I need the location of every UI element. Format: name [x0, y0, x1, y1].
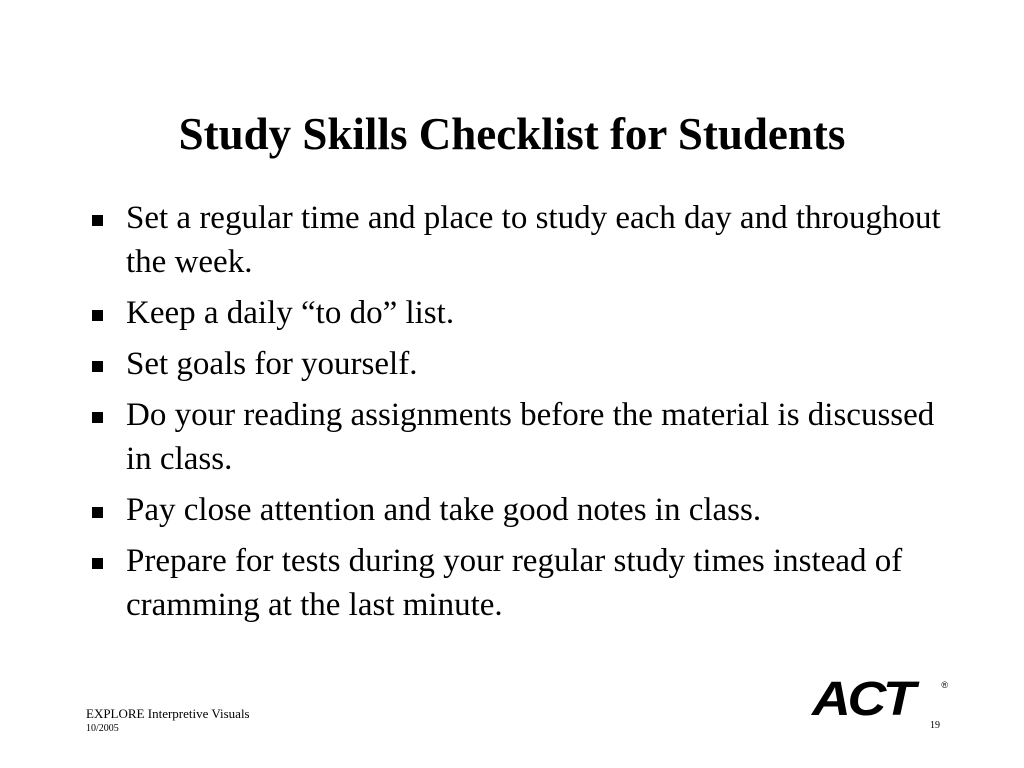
list-item	[88, 539, 948, 627]
registered-mark: ®	[941, 680, 948, 690]
footer-date: 10/2005	[86, 723, 119, 734]
square-bullet-icon	[92, 361, 103, 372]
list-item	[88, 291, 948, 335]
list-item-text: Do your reading assignments before the material is discussed in class.	[126, 397, 935, 477]
list-item	[88, 342, 948, 386]
square-bullet-icon	[92, 215, 103, 226]
footer-source-text: EXPLORE Interpretive Visuals	[86, 706, 250, 721]
bullet-list	[88, 196, 948, 634]
footer-source	[86, 706, 250, 736]
act-logo-text: ACT	[812, 673, 913, 726]
page-number: 19	[930, 720, 940, 731]
list-item-text: Prepare for tests during your regular study times instead of cramming at the last minute.	[126, 543, 903, 623]
list-item-text: Pay close attention and take good notes in class.	[126, 492, 762, 528]
list-item	[88, 196, 948, 284]
square-bullet-icon	[92, 507, 103, 518]
square-bullet-icon	[92, 412, 103, 423]
list-item	[88, 488, 948, 532]
square-bullet-icon	[92, 558, 103, 569]
list-item	[88, 393, 948, 481]
square-bullet-icon	[92, 310, 103, 321]
slide-title: Study Skills Checklist for Students	[178, 109, 846, 159]
list-item-text: Set a regular time and place to study each day and throughout the week.	[126, 200, 941, 280]
list-item-text: Set goals for yourself.	[126, 346, 418, 382]
list-item-text: Keep a daily “to do” list.	[126, 295, 455, 331]
